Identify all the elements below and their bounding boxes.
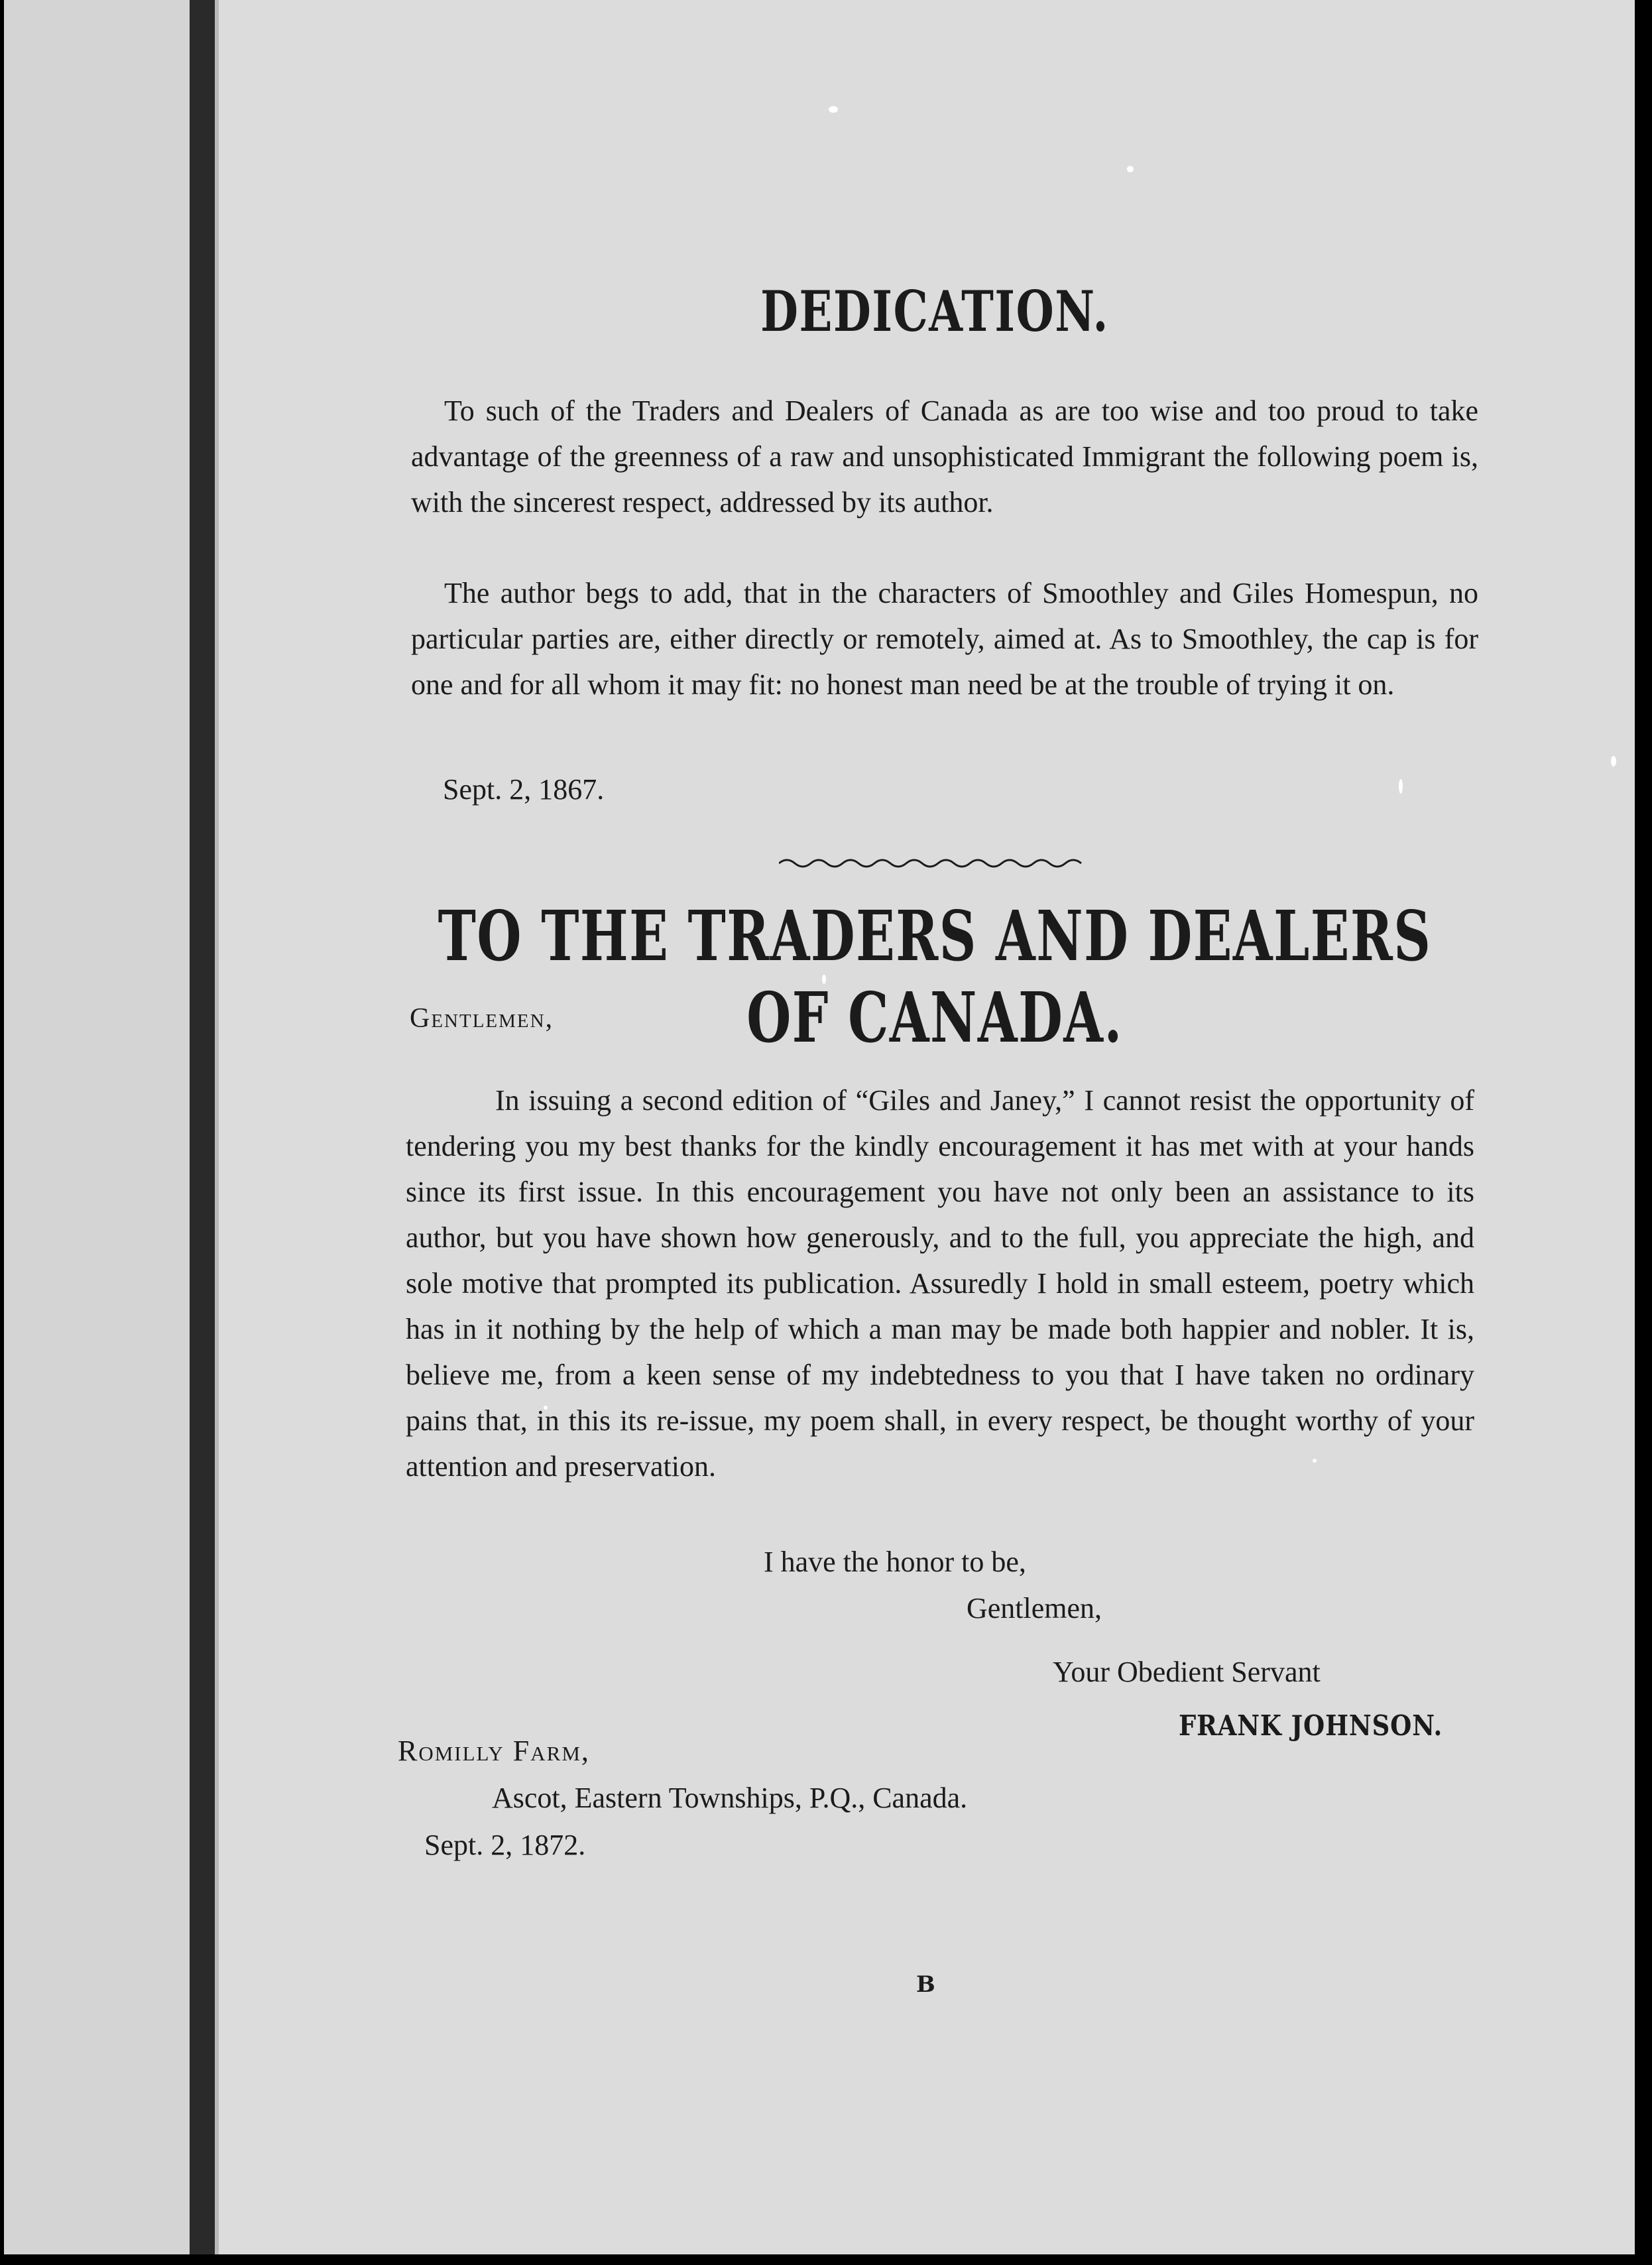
place-date: Sept. 2, 1872. <box>424 1829 586 1861</box>
closing-line: I have the honor to be, <box>764 1546 1026 1578</box>
closing-gentlemen: Gentlemen, <box>967 1592 1102 1624</box>
address-heading: TO THE TRADERS AND DEALERS OF CANADA. <box>438 895 1432 1058</box>
dedication-paragraph: To such of the Traders and Dealers of Canada as are too wise and too proud to take advantage of the greenness of a raw and unsophisticated Immigrant the following poem is, with the sincerest respect, addressed by its author. <box>411 395 1478 519</box>
binding-shadow <box>190 0 215 2254</box>
scan-speck <box>1611 756 1616 766</box>
dedication-heading: DEDICATION. <box>760 278 1109 344</box>
dedication-paragraph-disclaimer: The author begs to add, that in the characters of Smoothley and Giles Homespun, no particular parties are, either directly or remotely, aimed at. As to Smoothley, the cap is for one and for all whom it may fit: no honest man need be at the trouble of trying it on. <box>411 577 1478 701</box>
page-edge <box>215 0 219 2254</box>
scan-speck <box>1399 779 1403 794</box>
scan-border-bottom <box>0 2254 1652 2265</box>
scan-speck <box>1127 166 1134 172</box>
dedication-date: Sept. 2, 1867. <box>443 773 605 806</box>
printer-signature-mark: B <box>916 1971 935 1998</box>
scan-speck <box>829 106 838 113</box>
facing-page-margin <box>4 0 190 2254</box>
closing-servant: Your Obedient Servant <box>1053 1656 1321 1688</box>
place-farm: Romilly Farm, <box>398 1735 590 1767</box>
author-signature: FRANK JOHNSON. <box>1179 1709 1443 1742</box>
place-location: Ascot, Eastern Townships, P.Q., Canada. <box>492 1782 968 1814</box>
scan-border-right <box>1635 0 1652 2265</box>
wavy-divider-ornament <box>779 855 1084 871</box>
salutation: Gentlemen, <box>410 1003 554 1034</box>
letter-body: In issuing a second edition of “Giles and Janey,” I cannot resist the opportunity of tendering you my best thanks for the kindly encouragement it has met with at your hands since its first issue. In this encouragement you have not only been an assistance to its author, but you have shown how generously, and to the full, you appreciate the high, and sole motive that prompted its publication. Assuredly I hold in small esteem, poetry which has in it nothing by the help of which a man may be made both happier and nobler. It is, believe me, from a keen sense of my indebtedness to you that I have taken no ordinary pains that, in this its re-issue, my poem shall, in every respect, be thought worthy of your attention and preservation. <box>406 1084 1474 1483</box>
